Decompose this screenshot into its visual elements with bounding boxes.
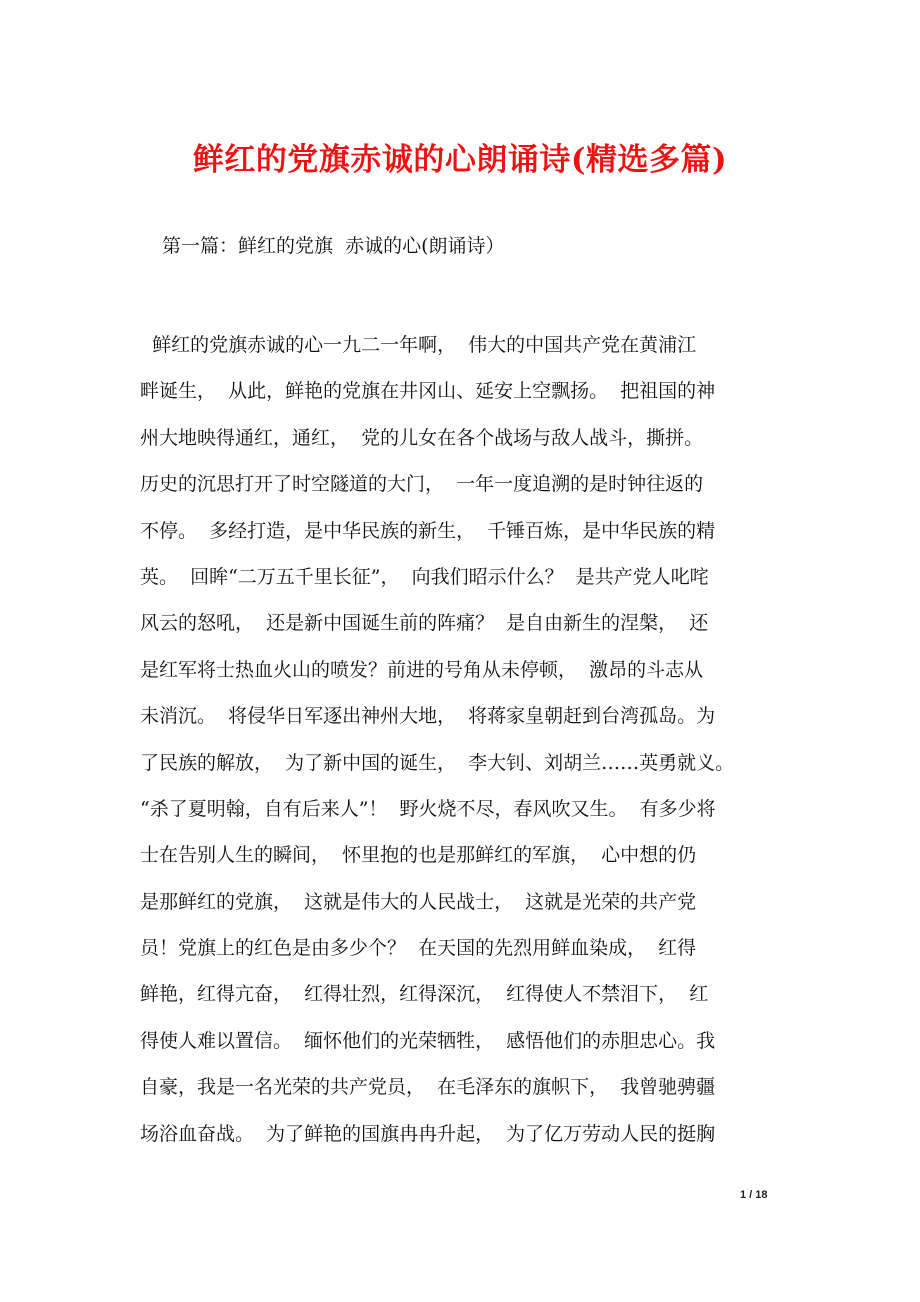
body-line: 历史的沉思打开了时空隧道的大门， 一年一度追溯的是时钟往返的 [140, 473, 704, 496]
body-line: 鲜红的党旗赤诚的心一九二一年啊， 伟大的中国共产党在黄浦江 [140, 334, 697, 356]
body-line: 鲜艳，红得亢奋， 红得壮烈，红得深沉， 红得使人不禁泪下， 红 [140, 983, 709, 1006]
body-line: 了民族的解放， 为了新中国的诞生， 李大钊、刘胡兰……英勇就义。 [140, 751, 735, 774]
page-number: 1 / 18 [740, 1189, 768, 1201]
body-line: 未消沉。 将侵华日军逐出神州大地， 将蒋家皇朝赶到台湾孤岛。为 [140, 705, 716, 728]
body-line: 员！党旗上的红色是由多少个？ 在天国的先烈用鲜血染成， 红得 [140, 937, 697, 960]
body-line: “杀了夏明翰，自有后来人”！ 野火烧不尽，春风吹又生。 有多少将 [140, 797, 716, 820]
poem-body [140, 322, 790, 1157]
body-line: 英。 回眸“二万五千里长征”， 向我们昭示什么？ 是共产党人叱咤 [140, 565, 709, 588]
body-line: 场浴血奋战。 为了鲜艳的国旗冉冉升起， 为了亿万劳动人民的挺胸 [140, 1122, 716, 1145]
document-title: 鲜红的党旗赤诚的心朗诵诗(精选多篇) [192, 142, 728, 178]
body-line: 是红军将士热血火山的喷发？前进的号角从未停顿， 激昂的斗志从 [140, 658, 704, 681]
body-line: 不停。 多经打造，是中华民族的新生， 千锤百炼，是中华民族的精 [140, 519, 716, 542]
body-line: 是那鲜红的党旗， 这就是伟大的人民战士， 这就是光荣的共产党 [140, 890, 697, 913]
body-line: 畔诞生， 从此，鲜艳的党旗在井冈山、延安上空飘扬。 把祖国的神 [140, 380, 716, 403]
body-line: 得使人难以置信。 缅怀他们的光荣牺牲， 感悟他们的赤胆忠心。我 [140, 1029, 716, 1052]
body-line: 自豪，我是一名光荣的共产党员， 在毛泽东的旗帜下， 我曾驰骋疆 [140, 1076, 716, 1099]
body-line: 州大地映得通红，通红， 党的儿女在各个战场与敌人战斗，撕拼。 [140, 426, 704, 449]
body-line: 风云的怒吼， 还是新中国诞生前的阵痛？ 是自由新生的涅槃， 还 [140, 612, 709, 635]
section-heading: 第一篇：鲜红的党旗 赤诚的心(朗诵诗） [162, 235, 505, 257]
body-line: 士在告别人生的瞬间， 怀里抱的也是那鲜红的军旗， 心中想的仍 [140, 844, 697, 867]
